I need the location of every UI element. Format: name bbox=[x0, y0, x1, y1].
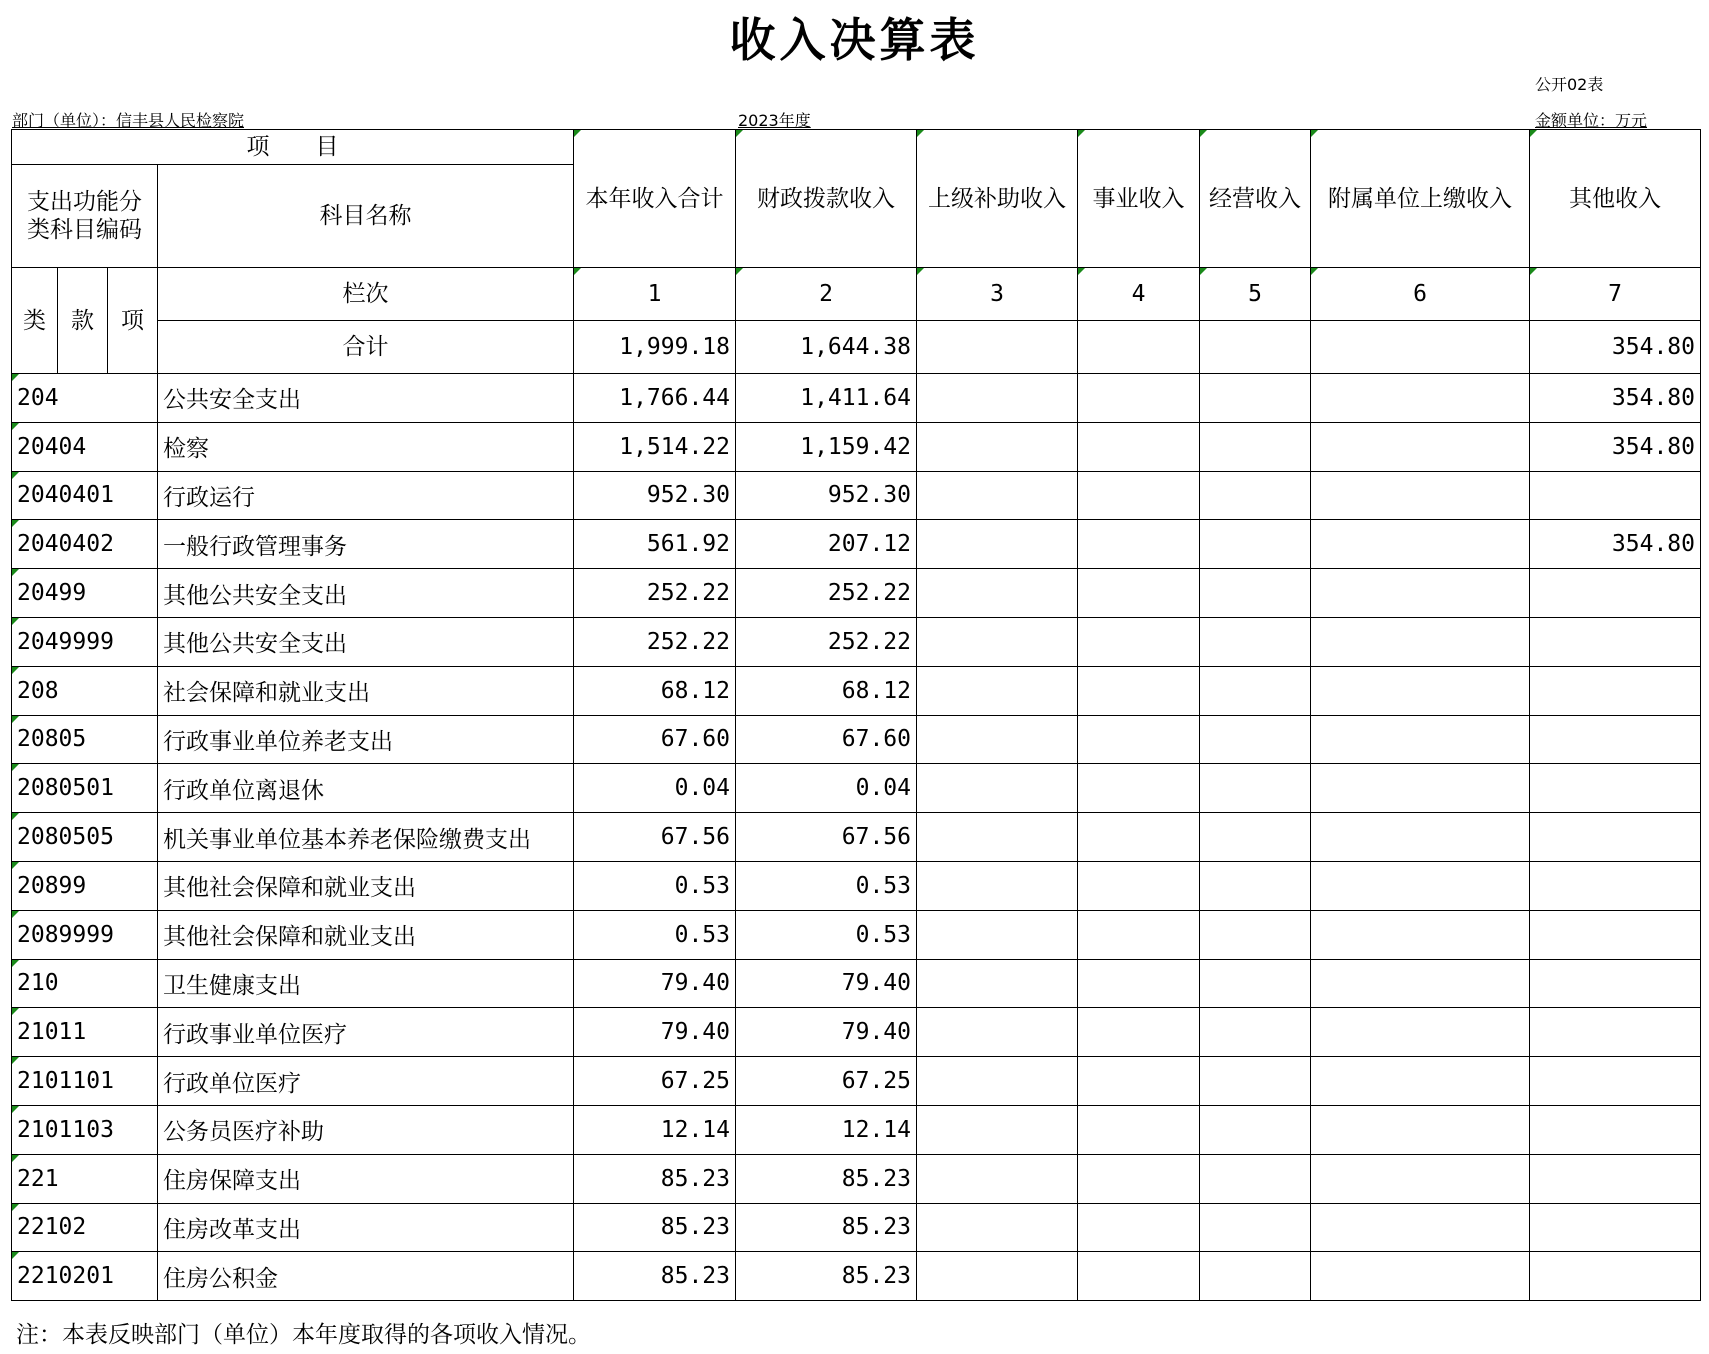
row-value bbox=[917, 715, 1078, 764]
row-value bbox=[1530, 1154, 1701, 1203]
total-row bbox=[12, 321, 1701, 374]
row-name: 公务员医疗补助 bbox=[158, 1105, 574, 1154]
row-value bbox=[1311, 764, 1530, 813]
table-row bbox=[12, 813, 1701, 862]
row-value bbox=[1078, 374, 1200, 423]
row-value bbox=[1311, 861, 1530, 910]
row-value: 354.80 bbox=[1530, 520, 1701, 569]
header-col-3: 上级补助收入 bbox=[917, 130, 1078, 268]
row-value bbox=[1530, 715, 1701, 764]
row-value bbox=[1078, 422, 1200, 471]
row-value bbox=[1311, 715, 1530, 764]
row-value bbox=[917, 861, 1078, 910]
row-value: 85.23 bbox=[574, 1252, 736, 1301]
row-code: 21011 bbox=[12, 1008, 158, 1057]
row-code: 20805 bbox=[12, 715, 158, 764]
header-col-1: 本年收入合计 bbox=[574, 130, 736, 268]
row-value: 1,411.64 bbox=[736, 374, 917, 423]
row-value bbox=[1200, 1154, 1311, 1203]
row-code: 20404 bbox=[12, 422, 158, 471]
row-value: 85.23 bbox=[736, 1252, 917, 1301]
income-table bbox=[11, 129, 1701, 1301]
row-value bbox=[1200, 666, 1311, 715]
row-value: 252.22 bbox=[574, 569, 736, 618]
row-code: 2040401 bbox=[12, 471, 158, 520]
row-code: 20499 bbox=[12, 569, 158, 618]
row-value bbox=[917, 374, 1078, 423]
row-value bbox=[1078, 959, 1200, 1008]
row-value bbox=[1078, 764, 1200, 813]
row-name: 行政运行 bbox=[158, 471, 574, 520]
row-code: 208 bbox=[12, 666, 158, 715]
row-value bbox=[1078, 1057, 1200, 1106]
table-row bbox=[12, 910, 1701, 959]
table-row bbox=[12, 617, 1701, 666]
row-code: 2040402 bbox=[12, 520, 158, 569]
table-row bbox=[12, 959, 1701, 1008]
table-row bbox=[12, 1252, 1701, 1301]
row-value bbox=[1200, 910, 1311, 959]
header-lanci: 栏次 bbox=[158, 268, 574, 321]
row-value bbox=[1530, 813, 1701, 862]
row-value: 67.25 bbox=[736, 1057, 917, 1106]
row-value bbox=[917, 813, 1078, 862]
row-code: 2080501 bbox=[12, 764, 158, 813]
row-value: 85.23 bbox=[574, 1203, 736, 1252]
row-value bbox=[1078, 1105, 1200, 1154]
row-name: 行政单位医疗 bbox=[158, 1057, 574, 1106]
row-code: 2210201 bbox=[12, 1252, 158, 1301]
row-value bbox=[917, 1252, 1078, 1301]
table-row bbox=[12, 1105, 1701, 1154]
row-value: 67.60 bbox=[574, 715, 736, 764]
col-num-6: 6 bbox=[1311, 268, 1530, 321]
table-row bbox=[12, 1203, 1701, 1252]
row-name: 公共安全支出 bbox=[158, 374, 574, 423]
row-value: 0.04 bbox=[736, 764, 917, 813]
row-name: 住房公积金 bbox=[158, 1252, 574, 1301]
row-name: 机关事业单位基本养老保险缴费支出 bbox=[158, 813, 574, 862]
row-value bbox=[1200, 861, 1311, 910]
row-value bbox=[1311, 1154, 1530, 1203]
row-value: 252.22 bbox=[736, 617, 917, 666]
col-num-3: 3 bbox=[917, 268, 1078, 321]
row-value bbox=[1078, 1154, 1200, 1203]
row-name: 卫生健康支出 bbox=[158, 959, 574, 1008]
row-value: 354.80 bbox=[1530, 374, 1701, 423]
row-value bbox=[1530, 1008, 1701, 1057]
header-kuan: 款 bbox=[58, 268, 108, 374]
row-code: 2101101 bbox=[12, 1057, 158, 1106]
row-value bbox=[917, 764, 1078, 813]
form-number: 公开02表 bbox=[1535, 75, 1604, 94]
table-row bbox=[12, 471, 1701, 520]
row-value bbox=[1311, 374, 1530, 423]
row-value bbox=[917, 1105, 1078, 1154]
col-num-4: 4 bbox=[1078, 268, 1200, 321]
header-name: 科目名称 bbox=[158, 165, 574, 268]
row-name: 其他社会保障和就业支出 bbox=[158, 861, 574, 910]
row-value: 952.30 bbox=[574, 471, 736, 520]
row-value bbox=[1078, 520, 1200, 569]
row-value bbox=[1078, 813, 1200, 862]
total-value: 1,999.18 bbox=[574, 321, 736, 374]
row-code: 210 bbox=[12, 959, 158, 1008]
row-value: 1,159.42 bbox=[736, 422, 917, 471]
header-lei: 类 bbox=[12, 268, 58, 374]
row-value bbox=[1200, 617, 1311, 666]
row-name: 行政事业单位养老支出 bbox=[158, 715, 574, 764]
row-value bbox=[917, 1057, 1078, 1106]
header-col-4: 事业收入 bbox=[1078, 130, 1200, 268]
row-value bbox=[1311, 959, 1530, 1008]
row-value: 252.22 bbox=[574, 617, 736, 666]
row-value: 12.14 bbox=[574, 1105, 736, 1154]
row-value bbox=[1078, 1008, 1200, 1057]
row-value bbox=[1078, 1203, 1200, 1252]
row-value: 0.53 bbox=[736, 861, 917, 910]
row-value bbox=[1200, 374, 1311, 423]
header-code: 支出功能分类科目编码 bbox=[12, 165, 158, 268]
row-value bbox=[1078, 471, 1200, 520]
row-value bbox=[917, 471, 1078, 520]
row-value bbox=[1311, 666, 1530, 715]
row-value bbox=[1078, 617, 1200, 666]
row-name: 其他社会保障和就业支出 bbox=[158, 910, 574, 959]
row-code: 221 bbox=[12, 1154, 158, 1203]
row-value bbox=[917, 1154, 1078, 1203]
row-name: 行政事业单位医疗 bbox=[158, 1008, 574, 1057]
amount-unit: 金额单位：万元 bbox=[1535, 111, 1648, 130]
table-row bbox=[12, 569, 1701, 618]
row-value: 79.40 bbox=[574, 959, 736, 1008]
row-value bbox=[1530, 471, 1701, 520]
table-row bbox=[12, 1154, 1701, 1203]
table-row bbox=[12, 520, 1701, 569]
row-name: 检察 bbox=[158, 422, 574, 471]
row-value bbox=[1530, 959, 1701, 1008]
row-value: 561.92 bbox=[574, 520, 736, 569]
row-value bbox=[917, 617, 1078, 666]
row-value bbox=[1200, 1105, 1311, 1154]
row-value bbox=[1078, 715, 1200, 764]
header-xiang: 项 bbox=[108, 268, 158, 374]
row-value bbox=[1311, 520, 1530, 569]
row-value bbox=[1200, 764, 1311, 813]
row-value bbox=[1530, 764, 1701, 813]
header-col-6: 附属单位上缴收入 bbox=[1311, 130, 1530, 268]
row-code: 22102 bbox=[12, 1203, 158, 1252]
row-code: 204 bbox=[12, 374, 158, 423]
row-value bbox=[1078, 861, 1200, 910]
row-value bbox=[1200, 422, 1311, 471]
table-row bbox=[12, 1057, 1701, 1106]
row-code: 2080505 bbox=[12, 813, 158, 862]
row-value: 1,514.22 bbox=[574, 422, 736, 471]
row-value bbox=[1200, 1008, 1311, 1057]
row-name: 其他公共安全支出 bbox=[158, 569, 574, 618]
col-num-7: 7 bbox=[1530, 268, 1701, 321]
row-value bbox=[1530, 666, 1701, 715]
row-value bbox=[1530, 1252, 1701, 1301]
row-value bbox=[1530, 861, 1701, 910]
col-num-1: 1 bbox=[574, 268, 736, 321]
row-value bbox=[917, 569, 1078, 618]
row-name: 住房改革支出 bbox=[158, 1203, 574, 1252]
footnote: 注：本表反映部门（单位）本年度取得的各项收入情况。 bbox=[16, 1322, 591, 1348]
row-value bbox=[1200, 813, 1311, 862]
row-value bbox=[1311, 1203, 1530, 1252]
total-value: 1,644.38 bbox=[736, 321, 917, 374]
row-value: 252.22 bbox=[736, 569, 917, 618]
row-value: 0.53 bbox=[574, 861, 736, 910]
total-value bbox=[1078, 321, 1200, 374]
table-row bbox=[12, 1008, 1701, 1057]
row-value: 67.60 bbox=[736, 715, 917, 764]
row-value bbox=[1530, 1203, 1701, 1252]
total-value bbox=[1200, 321, 1311, 374]
department-label: 部门（单位）：信丰县人民检察院 bbox=[12, 111, 245, 130]
row-value bbox=[1200, 1203, 1311, 1252]
table-row bbox=[12, 715, 1701, 764]
row-value: 207.12 bbox=[736, 520, 917, 569]
row-value: 1,766.44 bbox=[574, 374, 736, 423]
row-value: 0.04 bbox=[574, 764, 736, 813]
header-item: 项 目 bbox=[12, 130, 574, 165]
table-row bbox=[12, 861, 1701, 910]
header-col-5: 经营收入 bbox=[1200, 130, 1311, 268]
row-value bbox=[1200, 520, 1311, 569]
row-value bbox=[1200, 569, 1311, 618]
row-value bbox=[1078, 1252, 1200, 1301]
total-value bbox=[1311, 321, 1530, 374]
row-value: 85.23 bbox=[574, 1154, 736, 1203]
row-code: 2101103 bbox=[12, 1105, 158, 1154]
row-value bbox=[1311, 617, 1530, 666]
row-value: 12.14 bbox=[736, 1105, 917, 1154]
row-value bbox=[1200, 959, 1311, 1008]
header-col-7: 其他收入 bbox=[1530, 130, 1701, 268]
row-value bbox=[1200, 715, 1311, 764]
report-title: 收入决算表 bbox=[729, 13, 980, 67]
row-code: 2049999 bbox=[12, 617, 158, 666]
row-value bbox=[1530, 1057, 1701, 1106]
row-value bbox=[1078, 666, 1200, 715]
table-row bbox=[12, 422, 1701, 471]
row-value bbox=[1311, 1008, 1530, 1057]
row-value bbox=[1200, 471, 1311, 520]
row-value bbox=[1311, 813, 1530, 862]
row-code: 2089999 bbox=[12, 910, 158, 959]
row-value bbox=[917, 1203, 1078, 1252]
row-value bbox=[1200, 1057, 1311, 1106]
col-num-5: 5 bbox=[1200, 268, 1311, 321]
table-row bbox=[12, 764, 1701, 813]
row-value bbox=[1311, 422, 1530, 471]
table-row bbox=[12, 374, 1701, 423]
row-name: 其他公共安全支出 bbox=[158, 617, 574, 666]
row-value: 0.53 bbox=[574, 910, 736, 959]
row-value bbox=[1078, 569, 1200, 618]
row-value bbox=[917, 959, 1078, 1008]
col-num-2: 2 bbox=[736, 268, 917, 321]
row-value: 67.25 bbox=[574, 1057, 736, 1106]
row-value: 68.12 bbox=[574, 666, 736, 715]
row-value bbox=[917, 666, 1078, 715]
row-value bbox=[917, 1008, 1078, 1057]
header-col-2: 财政拨款收入 bbox=[736, 130, 917, 268]
row-name: 行政单位离退休 bbox=[158, 764, 574, 813]
row-value: 85.23 bbox=[736, 1203, 917, 1252]
row-value bbox=[1311, 1057, 1530, 1106]
row-value bbox=[917, 520, 1078, 569]
row-value: 67.56 bbox=[736, 813, 917, 862]
total-value bbox=[917, 321, 1078, 374]
row-name: 一般行政管理事务 bbox=[158, 520, 574, 569]
row-value bbox=[1311, 569, 1530, 618]
row-value bbox=[1530, 617, 1701, 666]
row-value bbox=[1311, 910, 1530, 959]
row-value: 354.80 bbox=[1530, 422, 1701, 471]
row-value bbox=[1311, 1105, 1530, 1154]
row-value: 79.40 bbox=[736, 959, 917, 1008]
row-value bbox=[1530, 1105, 1701, 1154]
row-value: 0.53 bbox=[736, 910, 917, 959]
row-value bbox=[1311, 471, 1530, 520]
row-value bbox=[1200, 1252, 1311, 1301]
row-value: 79.40 bbox=[736, 1008, 917, 1057]
row-code: 20899 bbox=[12, 861, 158, 910]
row-value: 952.30 bbox=[736, 471, 917, 520]
row-value: 68.12 bbox=[736, 666, 917, 715]
row-value: 85.23 bbox=[736, 1154, 917, 1203]
row-name: 社会保障和就业支出 bbox=[158, 666, 574, 715]
total-value: 354.80 bbox=[1530, 321, 1701, 374]
fiscal-year: 2023年度 bbox=[738, 111, 811, 130]
table-row bbox=[12, 666, 1701, 715]
row-value bbox=[1078, 910, 1200, 959]
row-value bbox=[917, 422, 1078, 471]
row-value: 79.40 bbox=[574, 1008, 736, 1057]
row-name: 住房保障支出 bbox=[158, 1154, 574, 1203]
row-value bbox=[917, 910, 1078, 959]
row-value bbox=[1530, 910, 1701, 959]
row-value: 67.56 bbox=[574, 813, 736, 862]
total-label: 合计 bbox=[158, 321, 574, 374]
row-value bbox=[1311, 1252, 1530, 1301]
row-value bbox=[1530, 569, 1701, 618]
